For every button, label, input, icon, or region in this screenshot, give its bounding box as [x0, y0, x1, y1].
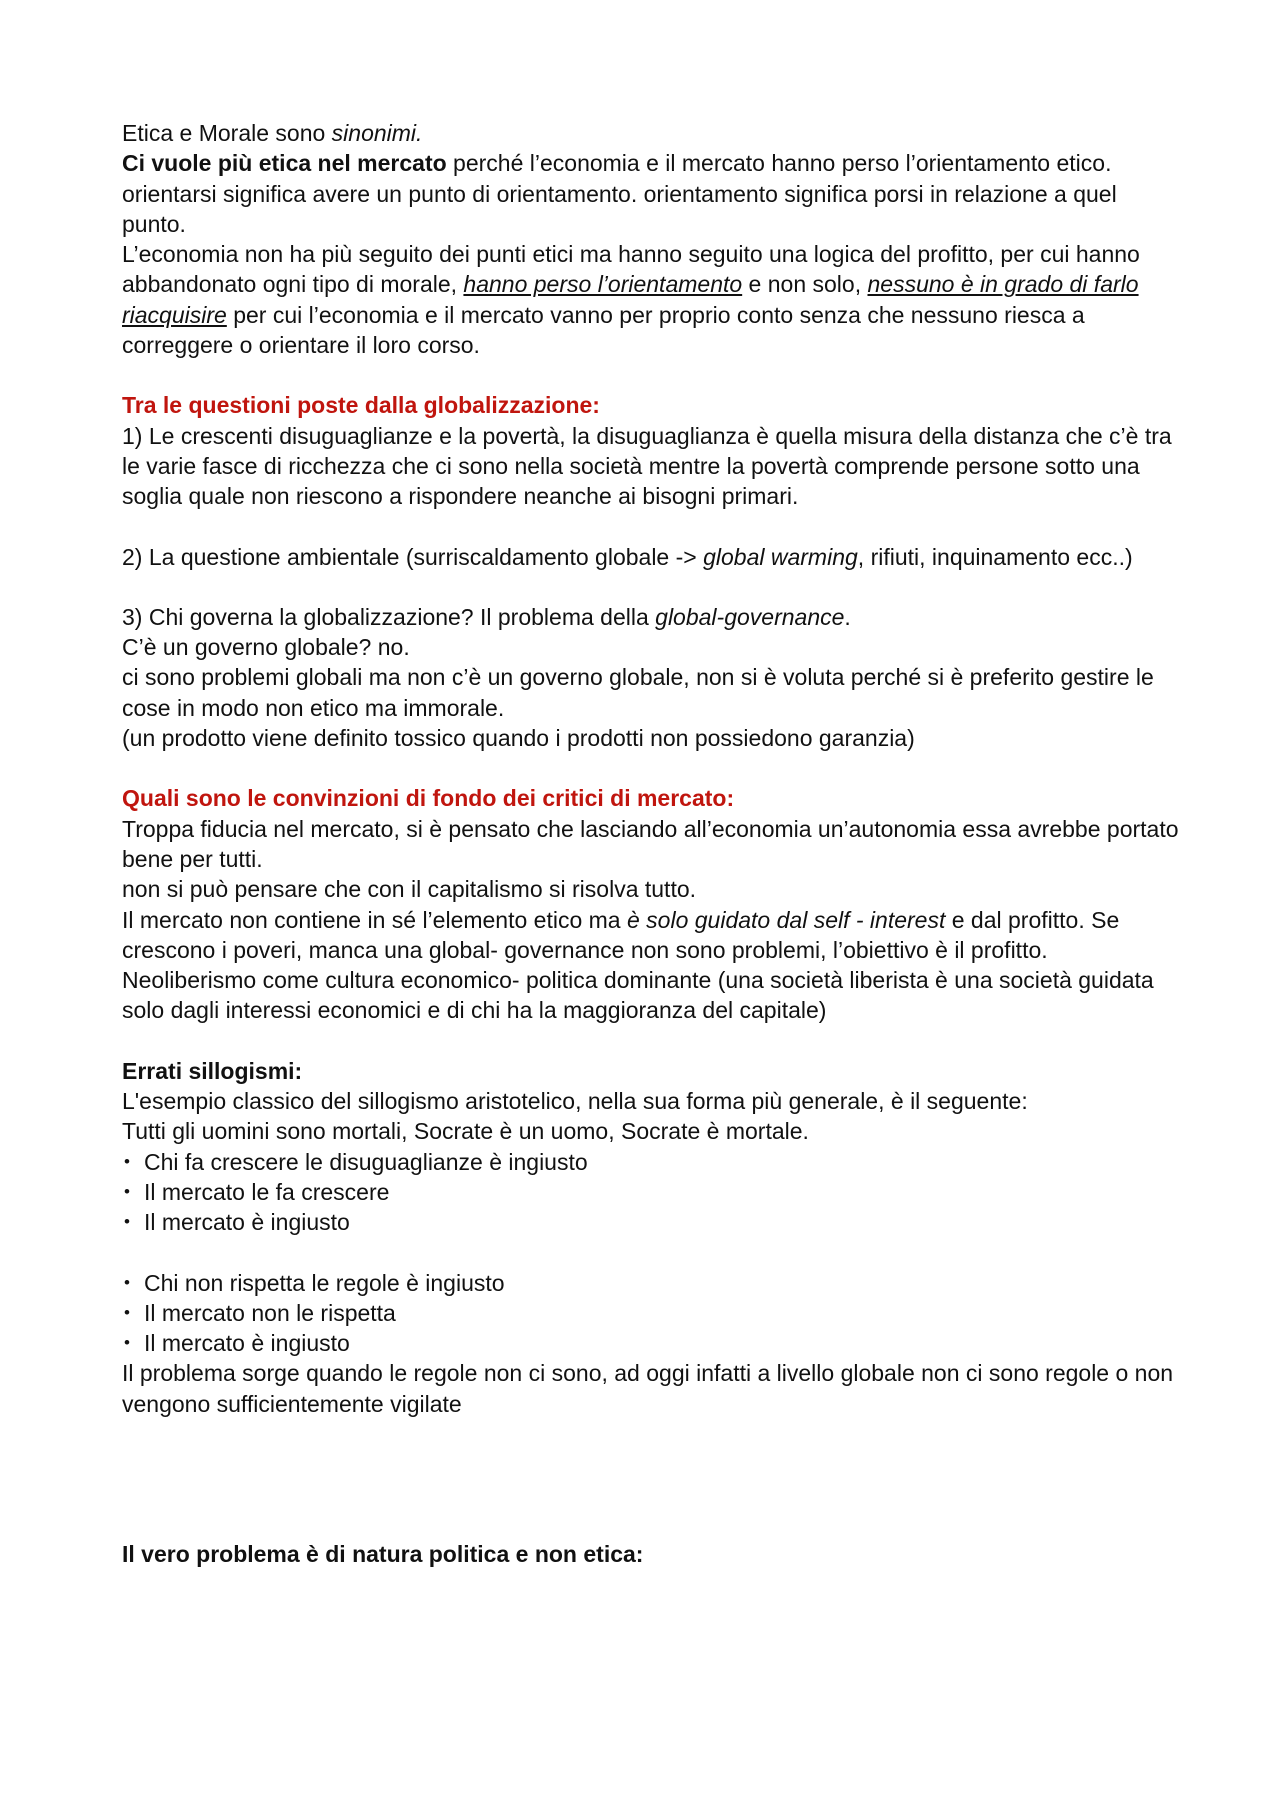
globalization-item-3-line-4: (un prodotto viene definito tossico quando i prodotti non possiedono garanzia)	[122, 725, 915, 752]
syllogism-list-1	[122, 1147, 1182, 1238]
globalization-item-1: 1) Le crescenti disuguaglianze e la povertà, la disuguaglianza è quella misura della distanza che c’è tra le varie fasce di ricchezza che ci sono nella società mentre la povertà comprende persone sotto una soglia quale non riescono a rispondere neanche ai bisogni primari.	[122, 422, 1172, 510]
list-item: • Il mercato le fa crescere	[122, 1177, 1182, 1207]
list-item: • Il mercato non le rispetta	[122, 1298, 1182, 1328]
globalization-item-3-line-3: ci sono problemi globali ma non c’è un governo globale, non si è voluta perché si è preferito gestire le cose in modo non etico ma immorale.	[122, 664, 1154, 721]
globalization-item-3: 3) Chi governa la globalizzazione? Il problema della global-governance.	[122, 603, 851, 630]
document-page	[122, 118, 1182, 1569]
underlined-phrase: nessuno è in grado di farlo riacquisire	[122, 271, 1139, 328]
list-item: • Chi fa crescere le disuguaglianze è ingiusto	[122, 1147, 1182, 1177]
critics-paragraph-2: non si può pensare che con il capitalismo si risolva tutto.	[122, 876, 697, 903]
section-heading-globalization: Tra le questioni poste dalla globalizzazione:	[122, 392, 600, 419]
intro-line: Etica e Morale sono sinonimi.	[122, 120, 423, 146]
section-heading-critics: Quali sono le convinzioni di fondo dei critici di mercato:	[122, 785, 735, 812]
synonyms-term: sinonimi.	[331, 120, 423, 146]
syllogisms-paragraph-1: L'esempio classico del sillogismo aristotelico, nella sua forma più generale, è il seguente:	[122, 1088, 1028, 1115]
critics-paragraph-3: Il mercato non contiene in sé l’elemento etico ma è solo guidato dal self - interest e dal profitto. Se crescono i poveri, manca una global- governance non sono problemi, l’obiettivo è il profitto.	[122, 906, 1120, 963]
section-heading-final: Il vero problema è di natura politica e non etica:	[122, 1540, 644, 1567]
intro-bold-phrase: Ci vuole più etica nel mercato	[122, 150, 447, 177]
globalization-item-3-line-2: C’è un governo globale? no.	[122, 634, 410, 661]
critics-paragraph-1: Troppa fiducia nel mercato, si è pensato che lasciando all’economia un’autonomia essa avrebbe portato bene per tutti.	[122, 815, 1179, 872]
syllogism-list-2	[122, 1268, 1182, 1359]
syllogisms-closing: Il problema sorge quando le regole non ci sono, ad oggi infatti a livello globale non ci sono regole o non vengono sufficientemente vigilate	[122, 1360, 1174, 1417]
section-heading-syllogisms: Errati sillogismi:	[122, 1057, 303, 1084]
syllogisms-paragraph-2: Tutti gli uomini sono mortali, Socrate è un uomo, Socrate è mortale.	[122, 1118, 809, 1145]
list-item: • Il mercato è ingiusto	[122, 1207, 1182, 1237]
intro-paragraph-2: Ci vuole più etica nel mercato perché l’economia e il mercato hanno perso l’orientamento etico. orientarsi significa avere un punto di orientamento. orientamento significa porsi in relazione a quel punto.	[122, 150, 1117, 237]
globalization-item-2: 2) La questione ambientale (surriscaldamento globale -> global warming, rifiuti, inquinamento ecc..)	[122, 543, 1133, 570]
list-item: • Chi non rispetta le regole è ingiusto	[122, 1268, 1182, 1298]
list-item: • Il mercato è ingiusto	[122, 1328, 1182, 1358]
intro-paragraph-3: L’economia non ha più seguito dei punti etici ma hanno seguito una logica del profitto, per cui hanno abbandonato ogni tipo di morale, hanno perso l’orientamento e non solo, nessuno è in grado di farlo riacquisire per cui l’economia e il mercato vanno per proprio conto senza che nessuno riesca a correggere o orientare il loro corso.	[122, 241, 1140, 359]
underlined-phrase: hanno perso l’orientamento	[463, 271, 743, 298]
critics-paragraph-4: Neoliberismo come cultura economico- politica dominante (una società liberista è una società guidata solo dagli interessi economici e di chi ha la maggioranza del capitale)	[122, 967, 1154, 1024]
